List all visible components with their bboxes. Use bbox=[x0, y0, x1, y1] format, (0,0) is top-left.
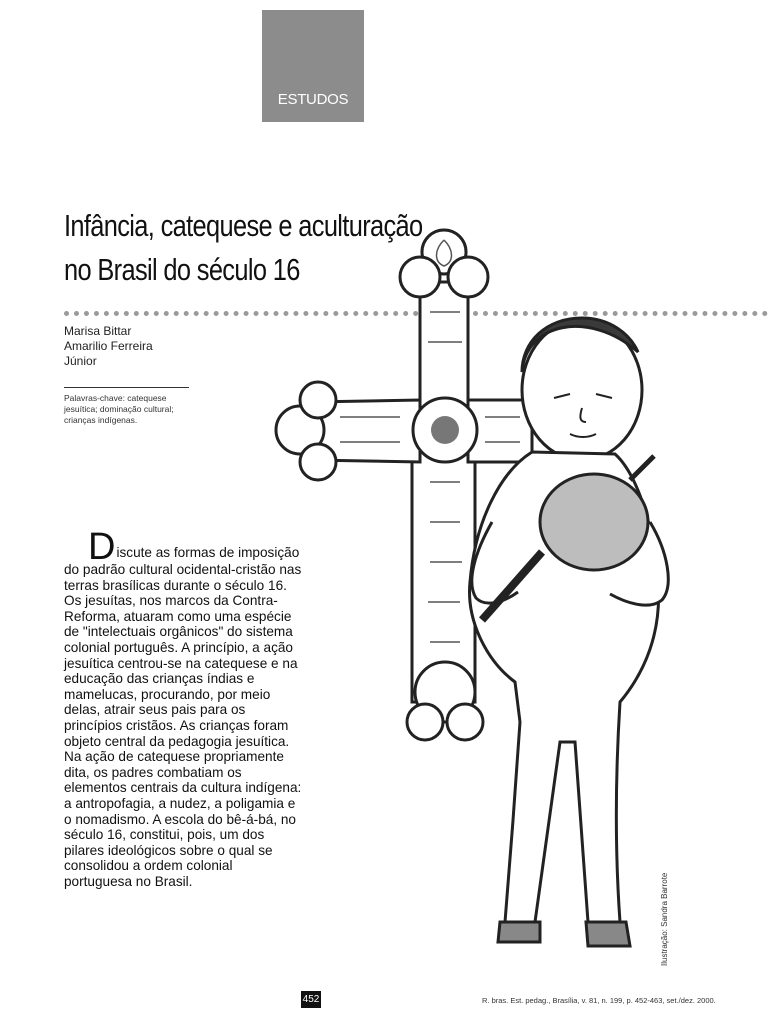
title-line-2: no Brasil do século 16 bbox=[64, 252, 300, 287]
author-list bbox=[64, 324, 153, 369]
author-name: Amarilio Ferreira bbox=[64, 339, 153, 353]
keywords: Palavras-chave: catequese jesuítica; dominação cultural; crianças indígenas. bbox=[64, 393, 174, 425]
author-name: Júnior bbox=[64, 354, 97, 368]
abstract-text: iscute as formas de imposição do padrão cultural ocidental-cristão nas terras brasílicas durante o século 16. Os jesuítas, nos marcos da Contra-Reforma, atuaram como uma espécie de "intelectuais orgânicos" do sistema colonial português. A princípio, a ação jesuítica centrou-se na catequese e na educação das crianças índias e mamelucas, procurando, por meio delas, atrair seus pais para os princípios cristãos. As crianças foram objeto central da pedagogia jesuítica. Na ação de catequese propriamente dita, os padres combatiam os elementos centrais da cultura indígena: a antropofagia, a nudez, a poligamia e o nomadismo. A escola do bê-á-bá, no século 16, constitui, pois, um dos pilares ideológicos sobre o qual se consolidou a ordem colonial portuguesa no Brasil. bbox=[64, 545, 302, 889]
abstract-paragraph bbox=[64, 526, 304, 889]
illustration-credit: Ilustração: Sandra Barrote bbox=[660, 872, 669, 966]
journal-citation: R. bras. Est. pedag., Brasília, v. 81, n. 199, p. 452-463, set./dez. 2000. bbox=[482, 996, 716, 1005]
section-label: ESTUDOS bbox=[277, 91, 349, 108]
section-header-box bbox=[262, 10, 364, 122]
cross-illustration bbox=[276, 230, 532, 740]
keywords-divider bbox=[64, 387, 189, 388]
page-number: 452 bbox=[301, 991, 321, 1008]
illustration-cross-and-child bbox=[270, 222, 700, 992]
title-line-1: Infância, catequese e aculturação bbox=[64, 208, 423, 243]
drop-cap: D bbox=[88, 526, 116, 568]
author-name: Marisa Bittar bbox=[64, 324, 132, 338]
